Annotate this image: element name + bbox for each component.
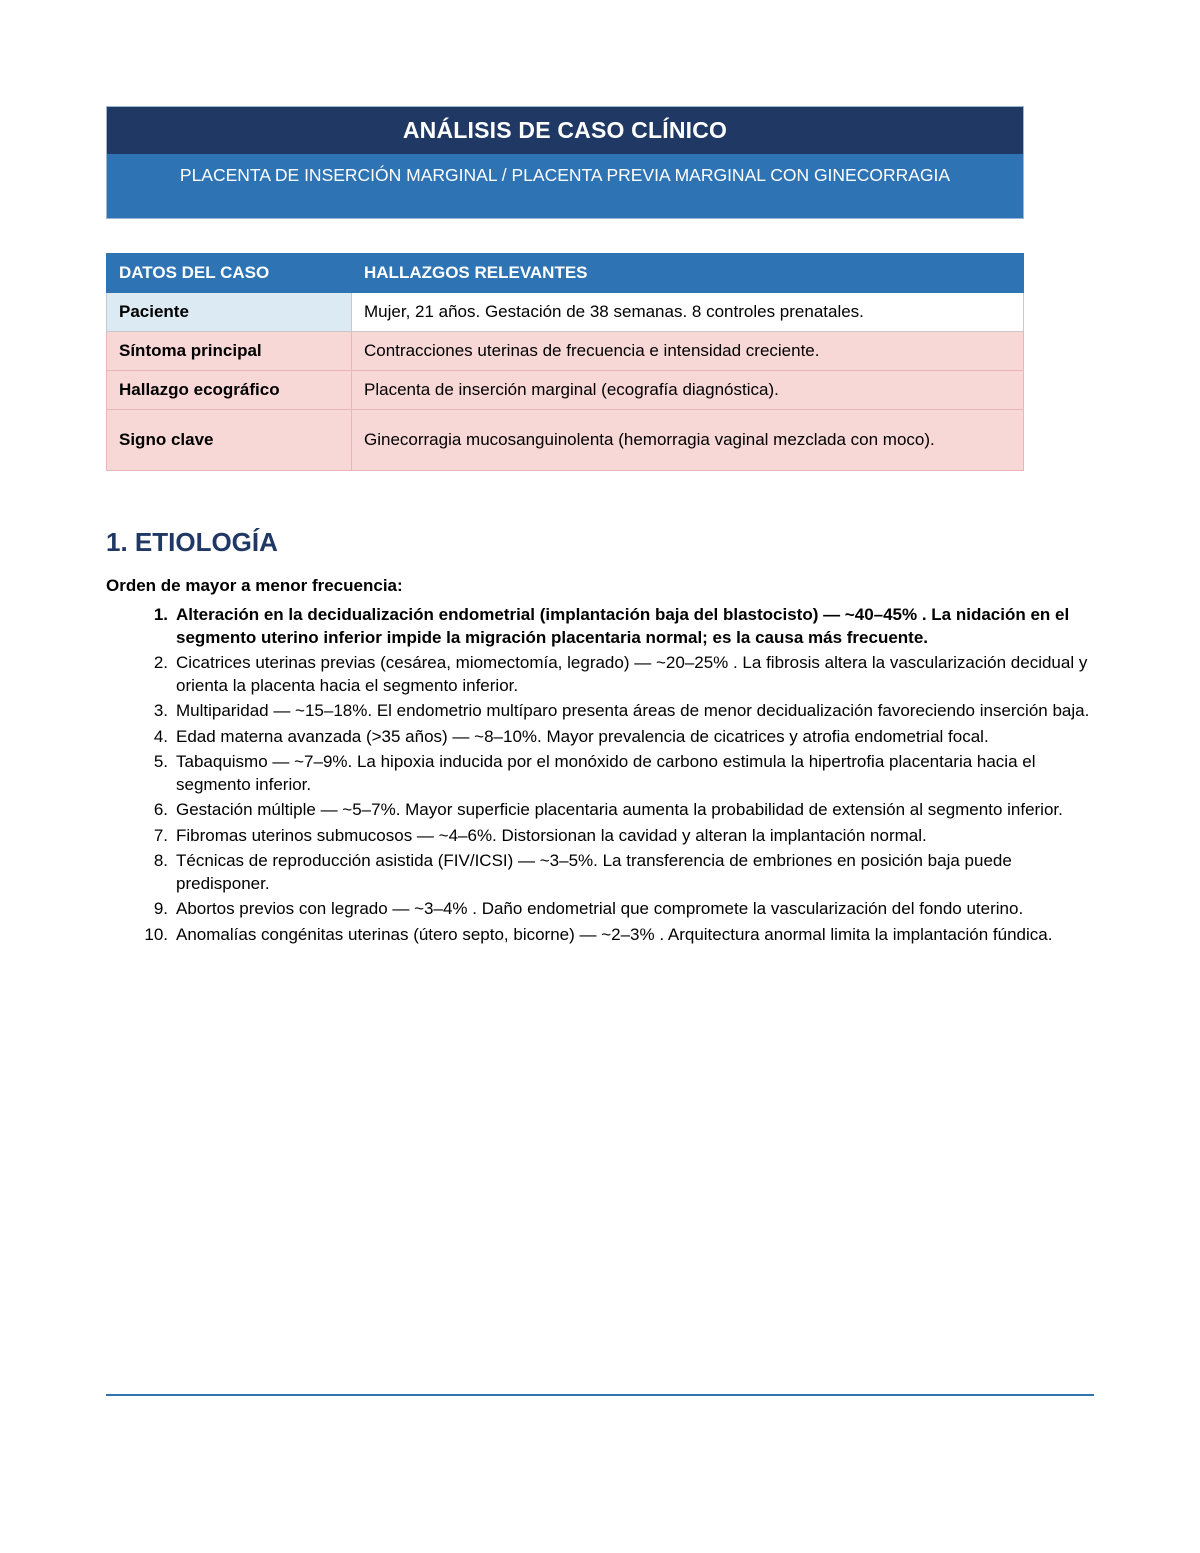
item-text: Anomalías congénitas uterinas (útero septo, bicorne) — ~2–3% . Arquitectura anormal limita la implantación fúndica. [176,924,1053,944]
section-heading: 1. ETIOLOGÍA [106,527,278,557]
item-number: 9. [153,899,168,918]
list-item [106,604,1096,649]
title-banner [106,106,1024,219]
row-value: Contracciones uterinas de frecuencia e intensidad creciente. [352,332,1024,371]
list-item [106,850,1096,895]
row-key: Síntoma principal [107,332,352,371]
list-item [106,751,1096,796]
item-number: 4. [153,726,168,746]
row-key: Hallazgo ecográfico [107,371,352,410]
item-text: Cicatrices uterinas previas (cesárea, miomectomía, legrado) — ~20–25% . La fibrosis altera la vascularización decidual y orienta la placenta hacia el segmento inferior. [176,653,1088,695]
item-text: Edad materna avanzada (>35 años) — ~8–10%. Mayor prevalencia de cicatrices y atrofia endometrial focal. [176,726,989,746]
table-row [107,293,1024,332]
item-number: 1. [153,605,168,624]
table-row [107,332,1024,371]
case-data-table [106,253,1024,471]
item-text: Alteración en la decidualización endometrial (implantación baja del blastocisto) — ~40–45% . La nidación en el segmento uterino inferior impide la migración placentaria normal; es la causa más frecuente. [176,605,1070,647]
section-lead: Orden de mayor a menor frecuencia: [106,576,403,595]
item-number: 8. [153,851,168,870]
row-key: Paciente [107,293,352,332]
item-number: 3. [153,701,168,720]
item-text: Abortos previos con legrado — ~3–4% . Daño endometrial que compromete la vascularización del fondo uterino. [176,899,1024,918]
column-header-findings: HALLAZGOS RELEVANTES [352,254,1024,293]
item-text: Técnicas de reproducción asistida (FIV/ICSI) — ~3–5%. La transferencia de embriones en posición baja puede predisponer. [176,851,1012,893]
item-text: Gestación múltiple — ~5–7%. Mayor superficie placentaria aumenta la probabilidad de extensión al segmento inferior. [176,800,1063,819]
item-number: 5. [153,752,168,771]
item-number: 10. [144,924,168,944]
row-key: Signo clave [107,410,352,471]
list-item [106,825,1096,848]
item-number: 2. [153,653,168,672]
etiology-list [106,604,1096,949]
list-item [106,924,1096,947]
table-header-row [107,254,1024,293]
row-value: Mujer, 21 años. Gestación de 38 semanas. 8 controles prenatales. [352,293,1024,332]
list-item [106,726,1096,749]
table-row [107,371,1024,410]
footer-divider [106,1394,1094,1396]
item-text: Tabaquismo — ~7–9%. La hipoxia inducida por el monóxido de carbono estimula la hipertrofia placentaria hacia el segmento inferior. [176,752,1036,794]
item-number: 7. [153,825,168,845]
column-header-case-data: DATOS DEL CASO [107,254,352,293]
row-value: Ginecorragia mucosanguinolenta (hemorragia vaginal mezclada con moco). [352,410,1024,471]
item-text: Multiparidad — ~15–18%. El endometrio multíparo presenta áreas de menor decidualización favoreciendo inserción baja. [176,701,1090,720]
row-value: Placenta de inserción marginal (ecografía diagnóstica). [352,371,1024,410]
document-title: ANÁLISIS DE CASO CLÍNICO [107,107,1023,154]
document-subtitle: PLACENTA DE INSERCIÓN MARGINAL / PLACENTA PREVIA MARGINAL CON GINECORRAGIA [107,154,1023,218]
list-item [106,799,1096,822]
item-number: 6. [153,800,168,819]
list-item [106,652,1096,697]
list-item [106,700,1096,723]
list-item [106,898,1096,921]
table-row [107,410,1024,471]
item-text: Fibromas uterinos submucosos — ~4–6%. Distorsionan la cavidad y alteran la implantación normal. [176,825,927,845]
